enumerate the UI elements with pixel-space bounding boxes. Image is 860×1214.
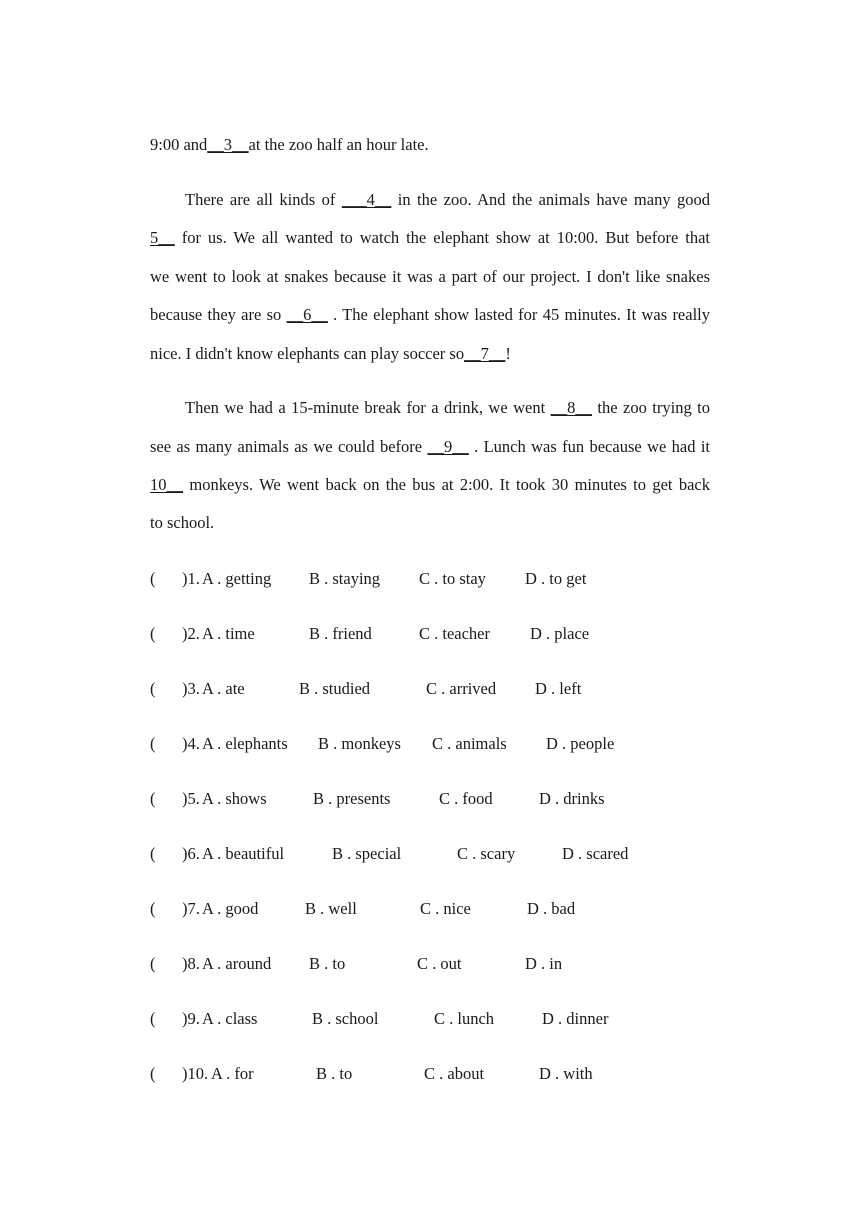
option-c: C . arrived (426, 679, 497, 698)
passage-line (150, 190, 710, 210)
option-b: B . friend (309, 624, 372, 643)
option-b: B . well (305, 899, 357, 918)
option-a: A . shows (202, 789, 267, 808)
option-d: D . people (546, 734, 615, 753)
passage-text: because they are so (150, 305, 282, 324)
passage-text: in the zoo. And the animals have many good (397, 190, 711, 209)
blank-9: __9__ (427, 437, 469, 456)
question-number: )6. (182, 844, 200, 863)
option-a: A . elephants (202, 734, 288, 753)
blank-8: __8__ (550, 398, 592, 417)
passage-line (150, 437, 710, 457)
answer-paren: ( (150, 844, 156, 863)
answer-paren: ( (150, 624, 156, 643)
answer-paren: ( (150, 954, 156, 973)
blank-3: __3__ (207, 135, 249, 154)
option-b: B . school (312, 1009, 379, 1028)
option-a: A . beautiful (202, 844, 285, 863)
option-d: D . dinner (542, 1009, 609, 1028)
question-number: )4. (182, 734, 200, 753)
option-c: C . lunch (434, 1009, 495, 1028)
option-d: D . place (530, 624, 590, 643)
option-b: B . monkeys (318, 734, 401, 753)
blank-7: __7__ (464, 344, 506, 363)
passage-text: Then we had a 15-minute break for a drink, we went (185, 398, 546, 417)
option-c: C . out (417, 954, 462, 973)
blank-10: 10__ (150, 475, 183, 494)
option-b: B . staying (309, 569, 381, 588)
question-number: )3. (182, 679, 200, 698)
option-d: D . to get (525, 569, 587, 588)
blank-5: 5__ (150, 228, 175, 247)
passage-line (150, 475, 710, 495)
option-c: C . food (439, 789, 493, 808)
option-c: C . nice (420, 899, 471, 918)
option-c: C . animals (432, 734, 507, 753)
passage-text: at the zoo half an hour late. (248, 135, 429, 154)
option-c: C . scary (457, 844, 516, 863)
option-c: C . teacher (419, 624, 491, 643)
question-number: )10. (182, 1064, 209, 1083)
answer-paren: ( (150, 789, 156, 808)
blank-4: ___4__ (341, 190, 392, 209)
option-c: C . to stay (419, 569, 486, 588)
passage-text: nice. I didn't know elephants can play soccer so (150, 344, 465, 363)
option-d: D . left (535, 679, 582, 698)
option-d: D . in (525, 954, 563, 973)
blank-6: __6__ (286, 305, 328, 324)
option-d: D . with (539, 1064, 593, 1083)
question-number: )9. (182, 1009, 200, 1028)
question-number: )2. (182, 624, 200, 643)
passage-text: ! (505, 344, 511, 363)
answer-paren: ( (150, 569, 156, 588)
option-c: C . about (424, 1064, 485, 1083)
option-a: A . good (202, 899, 259, 918)
answer-paren: ( (150, 1064, 156, 1083)
passage-line (150, 398, 710, 418)
passage-line (150, 228, 710, 248)
passage-text: monkeys. We went back on the bus at 2:00. It took 30 minutes to get back (189, 475, 711, 494)
passage-line (150, 305, 710, 325)
passage-text: we went to look at snakes because it was a part of our project. I don't like snakes (150, 267, 710, 286)
option-a: A . around (202, 954, 272, 973)
question-number: )7. (182, 899, 200, 918)
answer-paren: ( (150, 679, 156, 698)
option-d: D . drinks (539, 789, 605, 808)
answer-paren: ( (150, 734, 156, 753)
option-b: B . presents (313, 789, 391, 808)
passage-text: . The elephant show lasted for 45 minutes. It was really (333, 305, 710, 324)
passage-line (150, 513, 710, 533)
option-a: A . time (202, 624, 255, 643)
answer-paren: ( (150, 1009, 156, 1028)
option-b: B . special (332, 844, 402, 863)
option-a: A . getting (202, 569, 272, 588)
passage-line (150, 267, 710, 287)
passage-text: to school. (150, 513, 215, 532)
question-number: )8. (182, 954, 200, 973)
option-a: A . class (202, 1009, 258, 1028)
option-a: A . for (211, 1064, 254, 1083)
passage-text: 9:00 and (150, 135, 208, 154)
option-d: D . bad (527, 899, 576, 918)
answer-paren: ( (150, 899, 156, 918)
option-b: B . to (309, 954, 346, 973)
passage-text: for us. We all wanted to watch the elephant show at 10:00. But before that (181, 228, 711, 247)
question-number: )5. (182, 789, 200, 808)
passage-text: the zoo trying to (597, 398, 711, 417)
option-b: B . to (316, 1064, 353, 1083)
passage-text: . Lunch was fun because we had it (474, 437, 711, 456)
passage-line (150, 135, 710, 155)
passage-line (150, 344, 710, 364)
question-number: )1. (182, 569, 200, 588)
option-b: B . studied (299, 679, 371, 698)
option-a: A . ate (202, 679, 245, 698)
passage-text: There are all kinds of (185, 190, 336, 209)
option-d: D . scared (562, 844, 629, 863)
passage-text: see as many animals as we could before (150, 437, 423, 456)
